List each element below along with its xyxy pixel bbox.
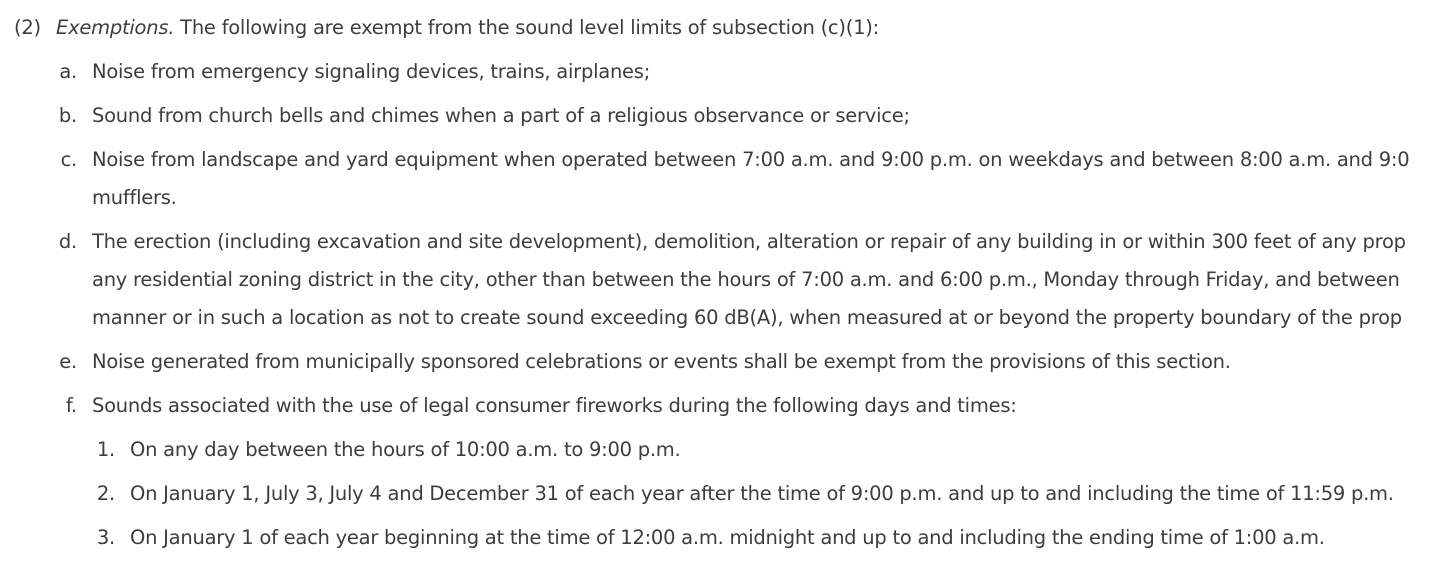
item-a-marker: a.: [59, 60, 77, 83]
item-c-text-line-2: mufflers.: [92, 186, 177, 209]
item-b-marker: b.: [58, 104, 77, 127]
section-intro: The following are exempt from the sound level limits of subsection (c)(1):: [174, 16, 879, 39]
item-f-marker: f.: [65, 394, 77, 417]
subitem-3-text: On January 1 of each year beginning at the time of 12:00 a.m. midnight and up to and including the ending time of 1:00 a.m.: [130, 526, 1325, 549]
subitem-2-marker: 2.: [96, 482, 115, 505]
section-heading-line: [56, 14, 879, 42]
item-e-text: Noise generated from municipally sponsored celebrations or events shall be exempt from the provisions of this section.: [92, 350, 1231, 373]
item-a-text: Noise from emergency signaling devices, trains, airplanes;: [92, 60, 651, 83]
item-c-marker: c.: [60, 148, 77, 171]
subitem-3-marker: 3.: [96, 526, 115, 549]
item-e-marker: e.: [59, 350, 77, 373]
item-d-text-line-1: The erection (including excavation and site development), demolition, alteration or repair of any building in or within 300 feet of any prop: [92, 230, 1406, 253]
item-f-text: Sounds associated with the use of legal consumer fireworks during the following days and times:: [92, 394, 1017, 417]
item-c-text-line-1: Noise from landscape and yard equipment when operated between 7:00 a.m. and 9:00 p.m. on weekdays and between 8:00 a.m. and 9:0: [92, 148, 1410, 171]
item-b-text: Sound from church bells and chimes when a part of a religious observance or service;: [92, 104, 910, 127]
item-d-text-line-2: any residential zoning district in the city, other than between the hours of 7:00 a.m. and 6:00 p.m., Monday through Friday, and between: [92, 268, 1400, 291]
subitem-1-marker: 1.: [96, 438, 115, 461]
section-number: (2): [14, 16, 41, 39]
subitem-2-text: On January 1, July 3, July 4 and December 31 of each year after the time of 9:00 p.m. and up to and including the time of 11:59 p.m.: [130, 482, 1394, 505]
section-heading: Exemptions.: [56, 16, 175, 39]
item-d-marker: d.: [58, 230, 77, 253]
item-d-text-line-3: manner or in such a location as not to create sound exceeding 60 dB(A), when measured at or beyond the property boundary of the prop: [92, 306, 1402, 329]
subitem-1-text: On any day between the hours of 10:00 a.m. to 9:00 p.m.: [130, 438, 681, 461]
